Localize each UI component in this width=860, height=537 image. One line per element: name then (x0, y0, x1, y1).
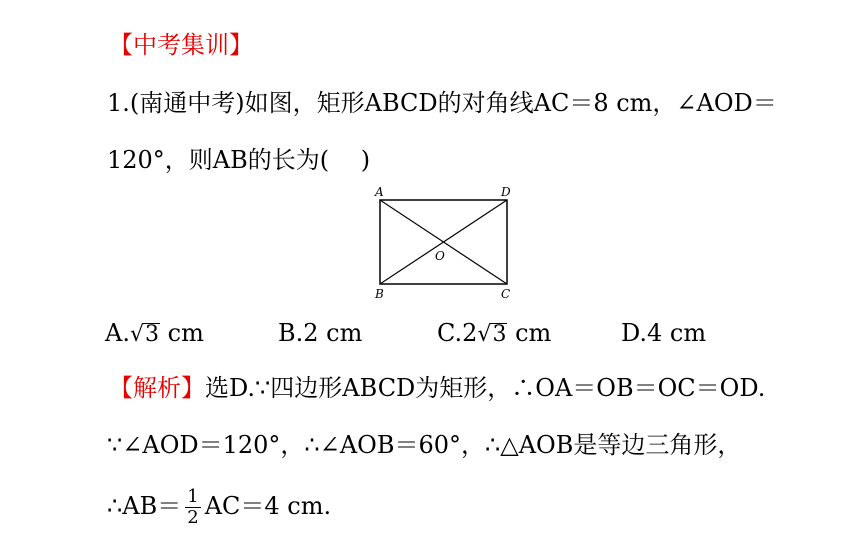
label-c: C (501, 287, 511, 301)
solution-line-3 (107, 487, 331, 528)
sqrt-3-c: √3 (477, 322, 507, 347)
choice-a (105, 318, 204, 350)
choice-b: B.2 cm (278, 319, 363, 347)
choice-a-unit: cm (160, 319, 204, 347)
choice-c-radicand: 3 (492, 322, 507, 347)
solution-line-3-pre: ∴AB＝ (107, 492, 182, 520)
label-d: D (501, 185, 511, 199)
solution-line-1-text: 选D.∵四边形ABCD为矩形，∴OA＝OB＝OC＝OD. (205, 374, 766, 402)
solution-line-2: ∵∠AOD＝120°，∴∠AOB＝60°，∴△AOB是等边三角形， (107, 431, 742, 459)
section-title: 【中考集训】 (109, 31, 253, 59)
question-line-1: 1.(南通中考)如图，矩形ABCD的对角线AC＝8 cm，∠AOD＝ (107, 89, 777, 117)
choice-c (437, 318, 551, 350)
label-o: O (435, 249, 445, 263)
choice-a-radicand: 3 (145, 322, 159, 347)
solution-line-3-post: AC＝4 cm. (204, 492, 332, 520)
solution-line-1 (109, 373, 765, 403)
question-line-2: 120°，则AB的长为( ) (107, 146, 371, 174)
choice-a-label: A. (105, 319, 130, 347)
label-b: B (375, 287, 384, 301)
choice-c-label: C. (437, 319, 463, 347)
choice-d: D.4 cm (621, 319, 707, 347)
choice-c-coef: 2 (462, 319, 478, 347)
fraction-one-half (185, 487, 200, 528)
rectangle-figure (365, 182, 525, 304)
fraction-denominator: 2 (187, 507, 199, 528)
fraction-numerator: 1 (187, 486, 199, 507)
choice-c-unit: cm (507, 319, 552, 347)
solution-tag: 【解析】 (109, 374, 205, 402)
label-a: A (375, 185, 384, 199)
sqrt-3-a: √3 (129, 322, 159, 347)
